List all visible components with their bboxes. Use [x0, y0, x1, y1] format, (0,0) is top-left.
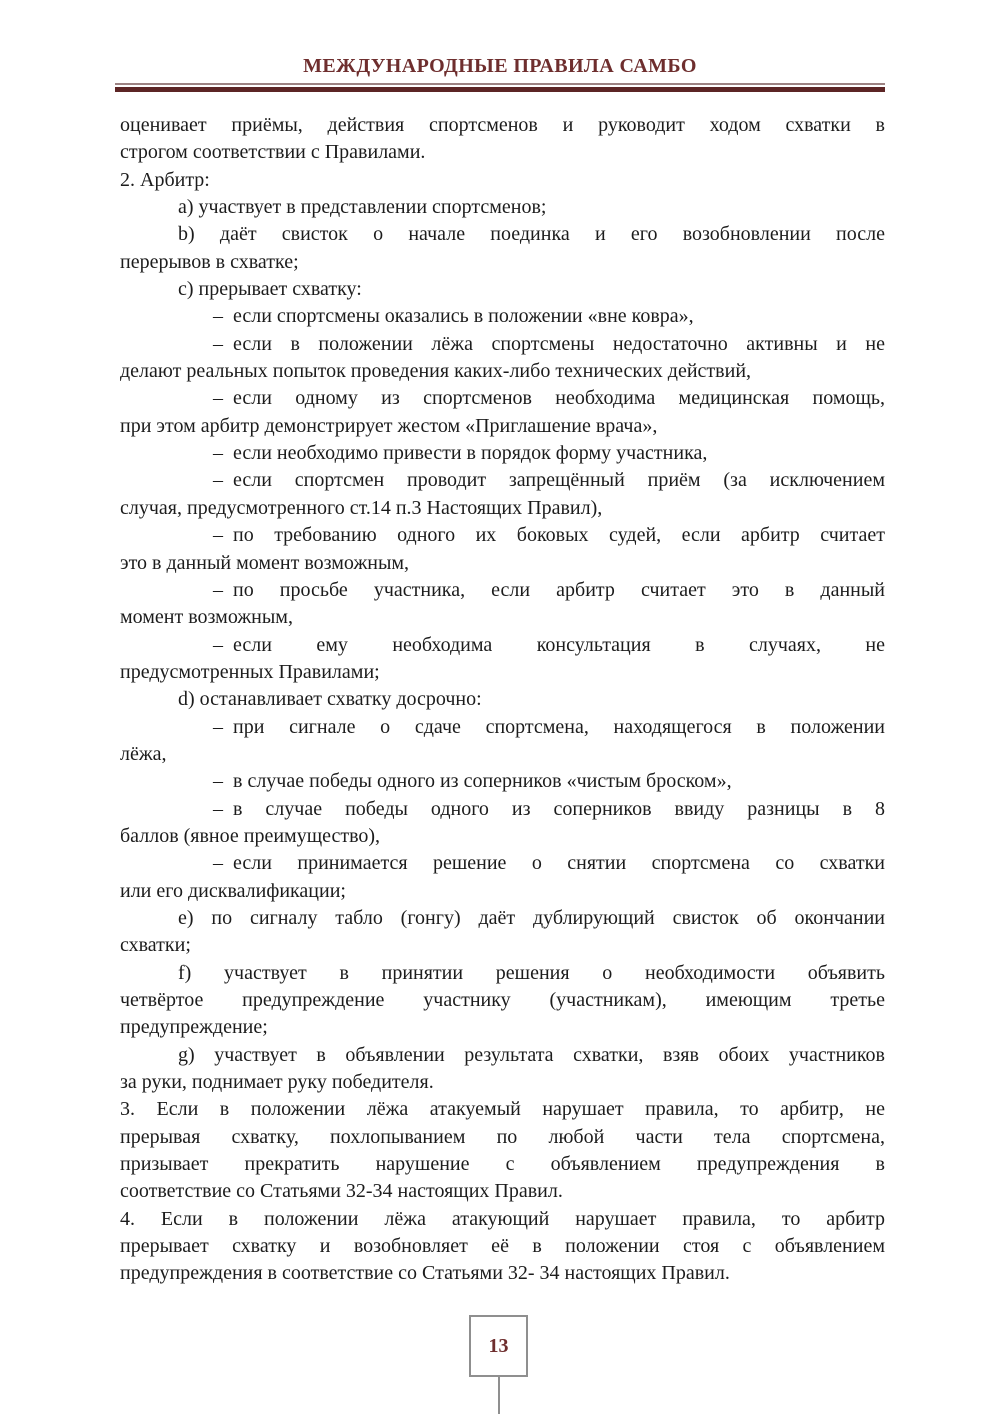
text-line: оценивает приёмы, действия спортсменов и руководит ходом схватки в — [120, 114, 885, 136]
text-line: – в случае победы одного из соперников ввиду разницы в 8 — [213, 797, 885, 820]
text-line: лёжа, — [120, 742, 167, 765]
text-line: – если принимается решение о снятии спортсмена со схватки — [213, 852, 885, 875]
page-number: 13 — [488, 1335, 509, 1357]
page-title: МЕЖДУНАРОДНЫЕ ПРАВИЛА САМБО — [303, 55, 697, 77]
text-line: – в случае победы одного из соперников «чистым броском», — [213, 770, 732, 793]
text-line: строгом соответствии с Правилами. — [120, 141, 426, 164]
text-line: схватки; — [120, 934, 191, 957]
text-line: – если в положении лёжа спортсмены недостаточно активны и не — [213, 332, 885, 355]
text-line: 2. Арбитр: — [120, 168, 210, 191]
text-line: за руки, поднимает руку победителя. — [120, 1071, 434, 1094]
text-line: призывает прекратить нарушение с объявлением предупреждения в — [120, 1153, 885, 1176]
text-line: предупреждения в соответствие со Статьями 32- 34 настоящих Правил. — [120, 1262, 730, 1285]
text-line: – при сигнале о сдаче спортсмена, находящегося в положении — [213, 715, 885, 738]
text-line: – если необходимо привести в порядок форму участника, — [213, 442, 708, 465]
text-line: 4. Если в положении лёжа атакующий нарушает правила, то арбитр — [120, 1207, 885, 1230]
text-line: или его дисквалификации; — [120, 879, 346, 902]
header-rule-thick-line — [115, 87, 885, 92]
text-line: предупреждение; — [120, 1016, 268, 1039]
text-line: предусмотренных Правилами; — [120, 660, 380, 683]
text-line: делают реальных попыток проведения каких-либо технических действий, — [120, 360, 752, 383]
text-line: момент возможным, — [120, 606, 293, 629]
text-line: – если ему необходима консультация в случаях, не — [213, 633, 885, 656]
text-line: – если спортсмены оказались в положении «вне ковра», — [213, 305, 694, 328]
header-rule — [115, 83, 885, 92]
text-line: 3. Если в положении лёжа атакуемый нарушает правила, то арбитр, не — [120, 1098, 885, 1121]
text-line: f) участвует в принятии решения о необходимости объявить — [178, 961, 885, 984]
text-line: b) даёт свисток о начале поединка и его возобновлении после — [178, 223, 885, 246]
text-line: случая, предусмотренного ст.14 п.3 Настоящих Правил), — [120, 496, 603, 519]
text-line: прерывает схватку и возобновляет её в положении стоя с объявлением — [120, 1235, 885, 1258]
text-line: – если спортсмен проводит запрещённый приём (за исключением — [213, 469, 885, 492]
text-line: – по просьбе участника, если арбитр считает это в данный — [213, 578, 885, 601]
text-line: c) прерывает схватку: — [178, 278, 362, 301]
text-line: – если одному из спортсменов необходима медицинская помощь, — [213, 387, 885, 410]
text-line: прерывая схватку, похлопыванием по любой части тела спортсмена, — [120, 1125, 885, 1148]
footer-vertical-line — [498, 1377, 500, 1414]
text-line: четвёртое предупреждение участнику (участникам), имеющим третье — [120, 989, 885, 1011]
text-line: соответствие со Статьями 32-34 настоящих Правил. — [120, 1180, 563, 1203]
text-line: – по требованию одного их боковых судей, если арбитр считает — [213, 524, 885, 547]
text-line: d) останавливает схватку досрочно: — [178, 688, 482, 711]
text-line: баллов (явное преимущество), — [120, 824, 381, 847]
text-line: a) участвует в представлении спортсменов; — [178, 196, 547, 219]
text-line: при этом арбитр демонстрирует жестом «Приглашение врача», — [120, 414, 658, 437]
text-line: e) по сигналу табло (гонгу) даёт дублирующий свисток об окончании — [178, 906, 885, 929]
document-body — [120, 112, 885, 1288]
text-line: это в данный момент возможным, — [120, 551, 410, 574]
text-line: перерывов в схватке; — [120, 250, 299, 273]
page-number-box — [469, 1315, 528, 1377]
text-line: g) участвует в объявлении результата схватки, взяв обоих участников — [178, 1043, 885, 1066]
